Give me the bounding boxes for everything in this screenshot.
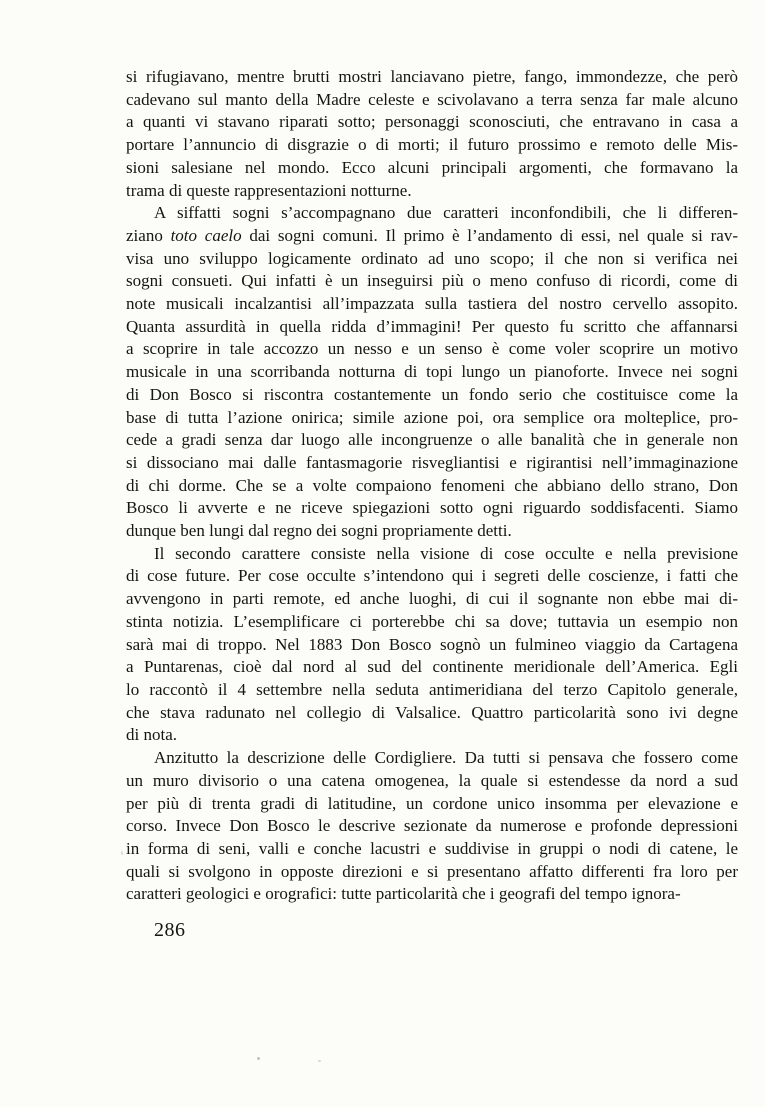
- text-line: per più di trenta gradi di latitudine, un cordone unico insomma per elevazione e: [126, 793, 738, 813]
- text-line: cede a gradi senza dar luogo alle incongruenze o alle banalità che in generale non: [126, 430, 738, 450]
- text-line: lo raccontò il 4 settembre nella seduta antimeridiana del terzo Capitolo generale,: [126, 679, 738, 699]
- text-line: Il secondo carattere consiste nella visione di cose occulte e nella previsione: [154, 543, 738, 563]
- text-line: Anzitutto la descrizione delle Cordigliere. Da tutti si pensava che fossero come: [154, 748, 738, 768]
- text-line: avvengono in parti remote, ed anche luoghi, di cui il sognante non ebbe mai di-: [126, 589, 738, 609]
- text-line: cadevano sul manto della Madre celeste e scivolavano a terra senza far male alcuno: [126, 89, 738, 109]
- paragraph: [126, 202, 738, 543]
- text-line: di nota.: [126, 725, 177, 745]
- text-segment: dai sogni comuni. Il primo è l’andamento di essi, nel quale si rav-: [241, 225, 738, 245]
- text-line: Bosco li avverte e ne riceve spiegazioni sotto ogni riguardo soddisfacenti. Siamo: [126, 498, 738, 518]
- text-line: [126, 225, 738, 248]
- text-line: sioni salesiane nel mondo. Ecco alcuni principali argomenti, che formavano la: [126, 157, 738, 177]
- text-line: Quanta assurdità in quella ridda d’immagini! Per questo fu scritto che affannarsi: [126, 316, 738, 336]
- text-line: un muro divisorio o una catena omogenea, la quale si estendesse da nord a sud: [126, 770, 738, 790]
- text-line: A siffatti sogni s’accompagnano due caratteri inconfondibili, che li differen-: [154, 203, 738, 223]
- scan-speck: [121, 851, 123, 855]
- text-line: trama di queste rappresentazioni notturne.: [126, 180, 412, 200]
- text-line: in forma di seni, valli e conche lacustri e suddivise in gruppi o nodi di catene, le: [126, 838, 738, 858]
- text-line: si dissociano mai dalle fantasmagorie risvegliantisi e rigirantisi nell’immaginazione: [126, 452, 738, 472]
- scan-speck: [318, 1060, 321, 1062]
- text-block: [126, 66, 738, 906]
- text-line: corso. Invece Don Bosco le descrive sezionate da numerose e profonde depressioni: [126, 816, 738, 836]
- text-line: sarà mai di troppo. Nel 1883 Don Bosco sognò un fulmineo viaggio da Cartagena: [126, 634, 738, 654]
- italic-phrase: toto caelo: [170, 225, 242, 245]
- text-segment: ziano: [126, 225, 171, 245]
- paragraph: [126, 66, 738, 202]
- text-line: stinta notizia. L’esemplificare ci porterebbe chi sa dove; tuttavia un esempio non: [126, 611, 738, 631]
- text-line: sogni consueti. Qui infatti è un inseguirsi più o meno confuso di ricordi, come di: [126, 271, 738, 291]
- text-line: dunque ben lungi dal regno dei sogni propriamente detti.: [126, 521, 512, 541]
- text-line: portare l’annuncio di disgrazie o di morti; il futuro prossimo e remoto delle Mis-: [126, 135, 738, 155]
- text-line: note musicali incalzantisi all’impazzata sulla tastiera del nostro cervello assopito.: [126, 294, 738, 314]
- text-line: musicale in una scorribanda notturna di topi lungo un pianoforte. Invece nei sogni: [126, 362, 738, 382]
- text-line: visa uno sviluppo logicamente ordinato ad uno scopo; il che non si verifica nei: [126, 248, 738, 268]
- paragraph: [126, 543, 738, 747]
- text-line: di cose future. Per cose occulte s’intendono qui i segreti delle coscienze, i fatti che: [126, 566, 738, 586]
- text-line: caratteri geologici e orografici: tutte particolarità che i geografi del tempo ignora-: [126, 884, 681, 904]
- text-line: si rifugiavano, mentre brutti mostri lanciavano pietre, fango, immondezze, che però: [126, 67, 738, 86]
- paragraph: [126, 747, 738, 906]
- scan-speck: [257, 1057, 260, 1060]
- text-line: di Don Bosco si riscontra costantemente un fondo serio che costituisce come la: [126, 384, 738, 404]
- text-line: a quanti vi stavano riparati sotto; personaggi sconosciuti, che entravano in casa a: [126, 112, 738, 132]
- text-line: che stava radunato nel collegio di Valsalice. Quattro particolarità sono ivi degne: [126, 702, 738, 722]
- page-number: 286: [154, 919, 186, 941]
- text-line: quali si svolgono in opposte direzioni e si presentano affatto differenti fra loro per: [126, 861, 738, 881]
- text-line: base di tutta l’azione onirica; simile azione poi, ora semplice ora molteplice, pro-: [126, 407, 738, 427]
- text-line: a Puntarenas, cioè dal nord al sud del continente meridionale dell’America. Egli: [126, 657, 738, 677]
- text-line: di chi dorme. Che se a volte compaiono fenomeni che abbiano dello strano, Don: [126, 475, 738, 495]
- text-line: a scoprire in tale accozzo un nesso e un senso è come voler scoprire un motivo: [126, 339, 738, 359]
